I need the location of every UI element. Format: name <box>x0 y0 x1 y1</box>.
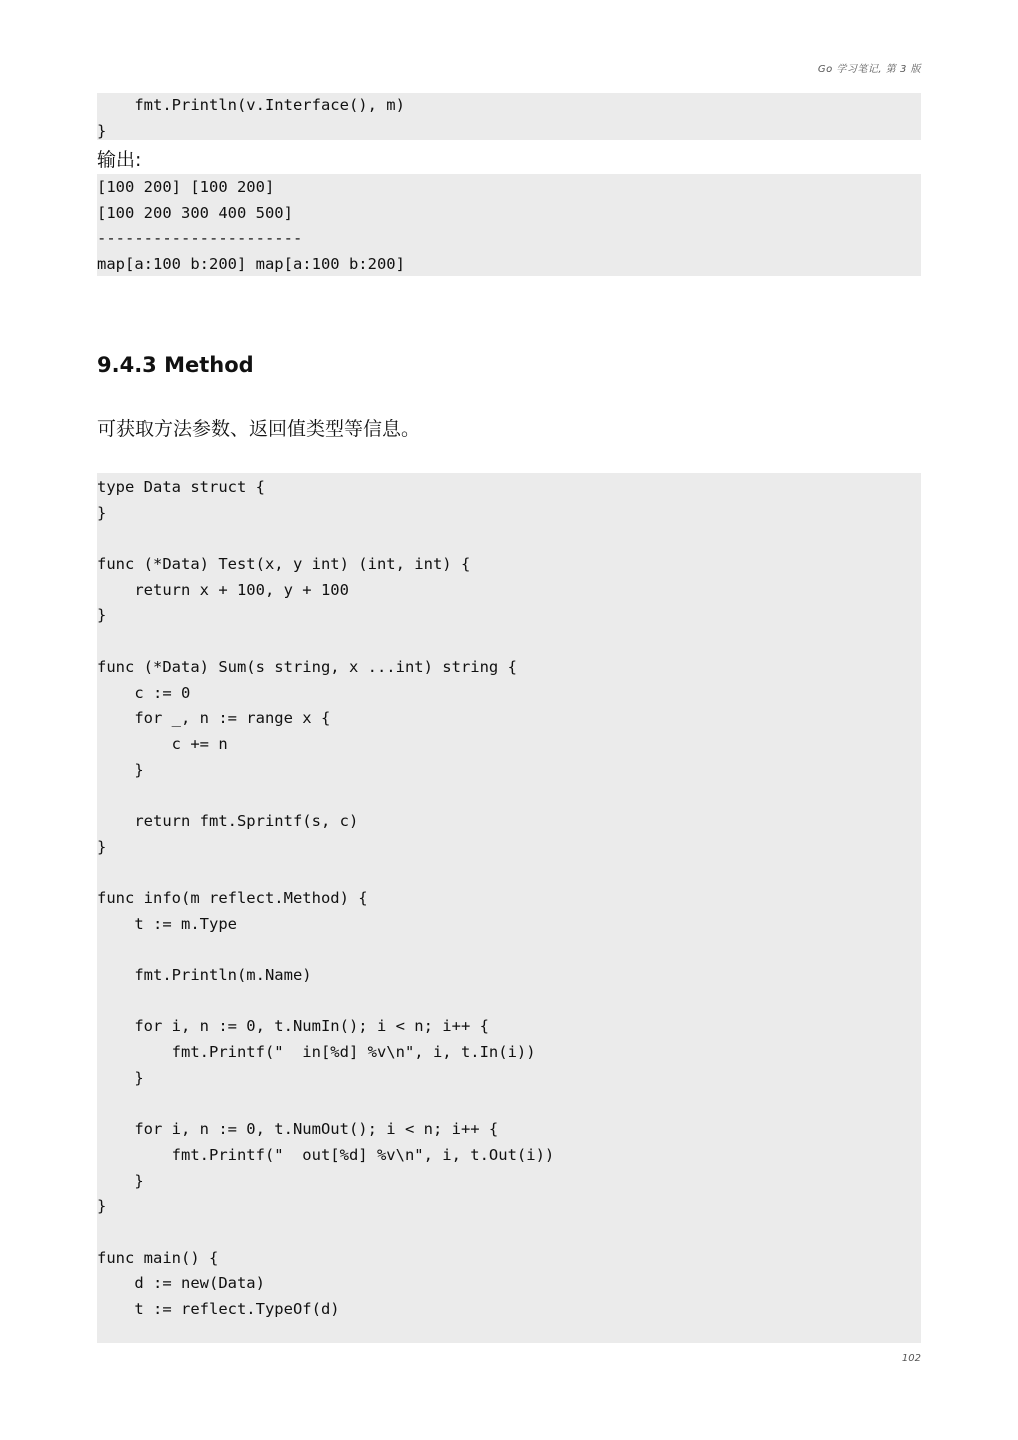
code-line: } <box>97 606 107 625</box>
code-line: fmt.Printf(" in[%d] %v\n", i, t.In(i)) <box>97 1043 536 1062</box>
code-line: for i, n := 0, t.NumOut(); i < n; i++ { <box>97 1120 499 1139</box>
code-line: map[a:100 b:200] map[a:100 b:200] <box>97 255 405 274</box>
code-line: return x + 100, y + 100 <box>97 580 349 599</box>
code-line <box>97 989 921 1015</box>
code-line: } <box>97 837 107 856</box>
code-line: return fmt.Sprintf(s, c) <box>97 811 359 830</box>
code-line: [100 200] [100 200] <box>97 178 275 196</box>
code-line: t := m.Type <box>97 914 237 933</box>
code-line: func info(m reflect.Method) { <box>97 889 368 907</box>
code-line: } <box>97 1068 144 1087</box>
code-line: fmt.Printf(" out[%d] %v\n", i, t.Out(i)) <box>97 1145 555 1164</box>
code-line: } <box>97 760 144 779</box>
running-header: Go 学习笔记, 第 3 版 <box>817 64 921 75</box>
code-line: for _, n := range x { <box>97 709 331 728</box>
section-heading: 9.4.3 Method <box>97 353 254 377</box>
code-line: ---------------------- <box>97 229 303 248</box>
code-line: for i, n := 0, t.NumIn(); i < n; i++ { <box>97 1017 489 1036</box>
code-line <box>97 1092 921 1118</box>
code-line <box>97 937 921 963</box>
code-line: [100 200 300 400 500] <box>97 203 293 222</box>
code-line: c += n <box>97 734 228 753</box>
page-number: 102 <box>901 1353 921 1364</box>
code-block-previous <box>97 93 921 140</box>
code-block-output <box>97 174 921 276</box>
code-line: } <box>97 121 107 140</box>
code-line: c := 0 <box>97 683 191 702</box>
output-label: 输出: <box>97 149 142 171</box>
code-line: } <box>97 503 107 522</box>
code-line <box>97 526 921 552</box>
code-line: } <box>97 1197 107 1216</box>
code-line <box>97 1220 921 1246</box>
code-line: fmt.Println(v.Interface(), m) <box>97 96 405 114</box>
code-line <box>97 783 921 809</box>
section-paragraph: 可获取方法参数、返回值类型等信息。 <box>97 418 421 440</box>
code-line: func main() { <box>97 1248 219 1267</box>
code-block-method-example <box>97 473 921 1343</box>
code-line: type Data struct { <box>97 478 265 496</box>
code-line: func (*Data) Test(x, y int) (int, int) { <box>97 555 471 574</box>
code-line: func (*Data) Sum(s string, x ...int) string { <box>97 657 517 676</box>
code-line <box>97 860 921 886</box>
code-line: d := new(Data) <box>97 1274 265 1293</box>
code-line: t := reflect.TypeOf(d) <box>97 1300 340 1318</box>
code-line: } <box>97 1171 144 1190</box>
code-line: fmt.Println(m.Name) <box>97 966 312 985</box>
code-line <box>97 629 921 655</box>
